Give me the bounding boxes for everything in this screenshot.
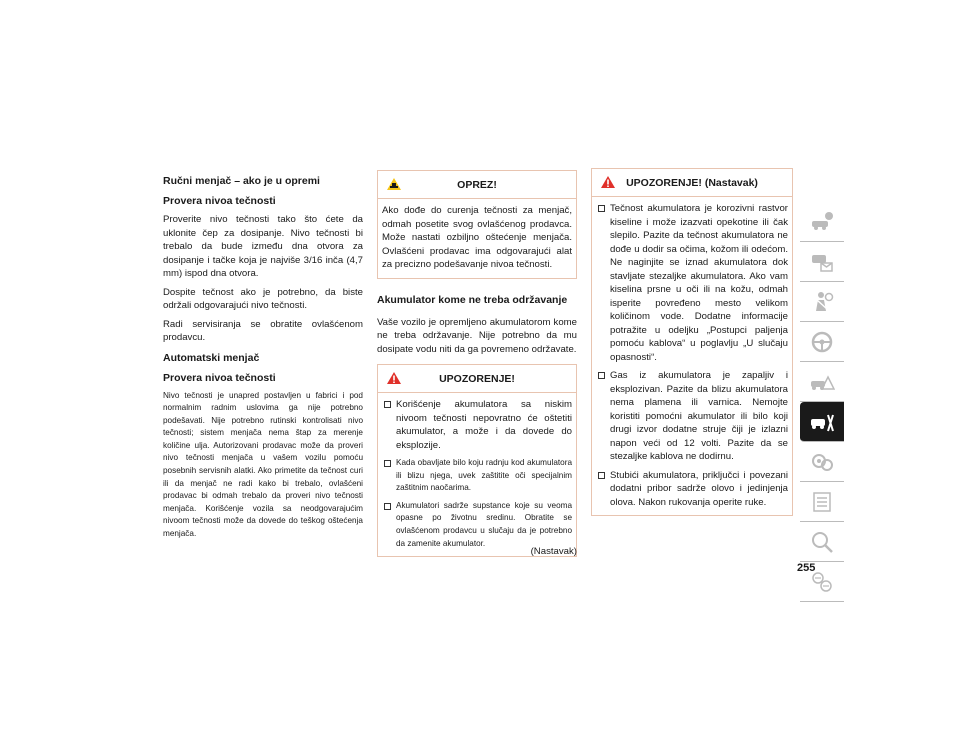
bullet-square-icon [384, 401, 391, 408]
bullet-square-icon [598, 372, 605, 379]
warning-list [382, 398, 572, 550]
heading-fluid-check-2: Provera nivoa tečnosti [163, 371, 276, 384]
caution-body [378, 199, 576, 278]
warning-body [378, 393, 576, 556]
caution-triangle-icon [386, 177, 402, 191]
list-item: Korišćenje akumulatora sa niskim nivoom tečnosti nepovratno će oštetiti akumulator, a može i da dovede do eksplozije. [382, 398, 572, 452]
tab-car-service[interactable] [800, 402, 844, 442]
page-number: 255 [797, 562, 816, 574]
specifications-icon [809, 449, 835, 475]
seatbelt-icon [809, 289, 835, 315]
tab-car-mail[interactable] [800, 242, 844, 282]
paragraph-automatic-fluid: Nivo tečnosti je unapred postavljen u fabrici i pod normalnim radnim uslovima ga nije potrebno podešavati. Nije potrebno rutinski kontrolisati nivo tečnosti; sistem menjača nema štap za merenje količine ulja. Autorizovani prodavac može da proveri nivo tečnosti menjača u vašem vozilu pomoću posebnih servisnih alatki. Ako primetite da tečnost curi ili da menjač ne radi kako bi trebalo, ovlašćeni prodavac bi odmah trebalo da proveri nivo tečnosti menjača. Korišćenje vozila sa neodgovarajućim nivoom tečnosti može da dovede do teškog oštećenja menjača. [163, 390, 363, 539]
car-warning-icon [809, 369, 835, 395]
list-item: Akumulatori sadrže supstance koje su veoma opasne po životnu sredinu. Obratite se ovlašćenom prodavcu u slučaju da je potrebno da zamenite akumulator. [382, 500, 572, 550]
warning-continued-box [591, 168, 793, 516]
heading-automatic-transmission: Automatski menjač [163, 351, 260, 364]
warning-triangle-icon [600, 175, 616, 189]
warning-continued-title: UPOZORENJE! (Nastavak) [626, 176, 758, 189]
column-3 [591, 168, 793, 516]
heading-manual-transmission: Ručni menjač – ako je u opremi [163, 175, 320, 187]
heading-fluid-check-1: Provera nivoa tečnosti [163, 195, 276, 207]
list-item: Gas iz akumulatora je zapaljiv i eksplozivan. Pazite da blizu akumulatora nema plamena ili varnica. Nemojte koristiti pomoćni akumulator ili bilo koji drugi izvor dodatne struje čiji je izlazni napon veći od 12 volti. Pazite da se stezaljke kablova ne dodirnu. [596, 369, 788, 464]
warning-title: UPOZORENJE! [439, 372, 515, 385]
tab-seatbelt[interactable] [800, 282, 844, 322]
warning-header [378, 365, 576, 393]
tab-steering[interactable] [800, 322, 844, 362]
list-item: Tečnost akumulatora je korozivni rastvor kiseline i može izazvati opekotine ili čak slepilo. Pazite da tečnost akumulatora ne dođe u dodir sa očima, kožom ili odećom. Ne naginjite se iznad akumulatora dok stavljate stezaljke akumulatora. Ako vam kiselina prsne u oči ili na kožu, odmah isperite povređeno mesto velikom količinom vode. Dodatne informacije potražite u odeljku „Postupci paljenja pomoću kablova“ u poglavlju „U slučaju opasnosti“. [596, 202, 788, 364]
column-2 [377, 168, 577, 557]
caution-header [378, 171, 576, 199]
caution-title: OPREZ! [457, 178, 497, 191]
tab-search[interactable] [800, 522, 844, 562]
list-item: Kada obavljate bilo koju radnju kod akumulatora ili blizu njega, uvek zaštitite oči specijalnim zaštitnim naočarima. [382, 457, 572, 495]
car-mail-icon [809, 249, 835, 275]
warning-continued-header [592, 169, 792, 197]
bullet-square-icon [384, 503, 391, 510]
car-service-tools-icon [809, 409, 835, 435]
chapter-tabs [800, 202, 844, 602]
paragraph-service: Radi servisiranja se obratite ovlašćenom prodavcu. [163, 318, 363, 343]
bullet-square-icon [598, 205, 605, 212]
list-item: Stubići akumulatora, priključci i povezani dodatni pribor sadrže olovo i jedinjenja olova. Nakon rukovanja operite ruke. [596, 469, 788, 510]
bullet-square-icon [384, 460, 391, 467]
paragraph-fluid-check: Proverite nivo tečnosti tako što ćete da uklonite čep za dosipanje. Nivo tečnosti bi trebalo da bude između dna otvora za dosipanje i tačke koja je najviše 3/16 inča (4,7 mm) ispod dna otvora. [163, 214, 363, 279]
bullet-square-icon [598, 472, 605, 479]
steering-wheel-icon [809, 329, 835, 355]
tab-car-info[interactable] [800, 202, 844, 242]
continued-label: (Nastavak) [530, 546, 577, 557]
tab-document-list[interactable] [800, 482, 844, 522]
heading-maintenance-free-battery: Akumulator kome ne treba održavanje [377, 293, 568, 306]
warning-box [377, 364, 577, 557]
tab-specifications[interactable] [800, 442, 844, 482]
column-1 [163, 168, 363, 541]
document-list-icon [809, 489, 835, 515]
search-icon [809, 529, 835, 555]
tab-car-warning[interactable] [800, 362, 844, 402]
caution-text: Ako dođe do curenja tečnosti za menjač, odmah posetite svog ovlašćenog prodavca. Može nastati ozbiljno oštećenje menjača. Ovlašćeni prodavac ima odgovarajući alat za precizno podešavanje nivoa tečnosti. [382, 205, 572, 270]
paragraph-top-up: Dospite tečnost ako je potrebno, da biste održali odgovarajući nivo tečnosti. [163, 286, 363, 311]
paragraph-battery: Vaše vozilo je opremljeno akumulatorom kome ne treba održavanje. Nije potrebno da mu dosipate vodu niti da ga povremeno održavate. [377, 316, 577, 355]
warning-triangle-icon [386, 371, 402, 385]
caution-box [377, 170, 577, 279]
car-info-icon [809, 209, 835, 235]
warning-continued-list [596, 202, 788, 509]
warning-continued-body [592, 197, 792, 515]
